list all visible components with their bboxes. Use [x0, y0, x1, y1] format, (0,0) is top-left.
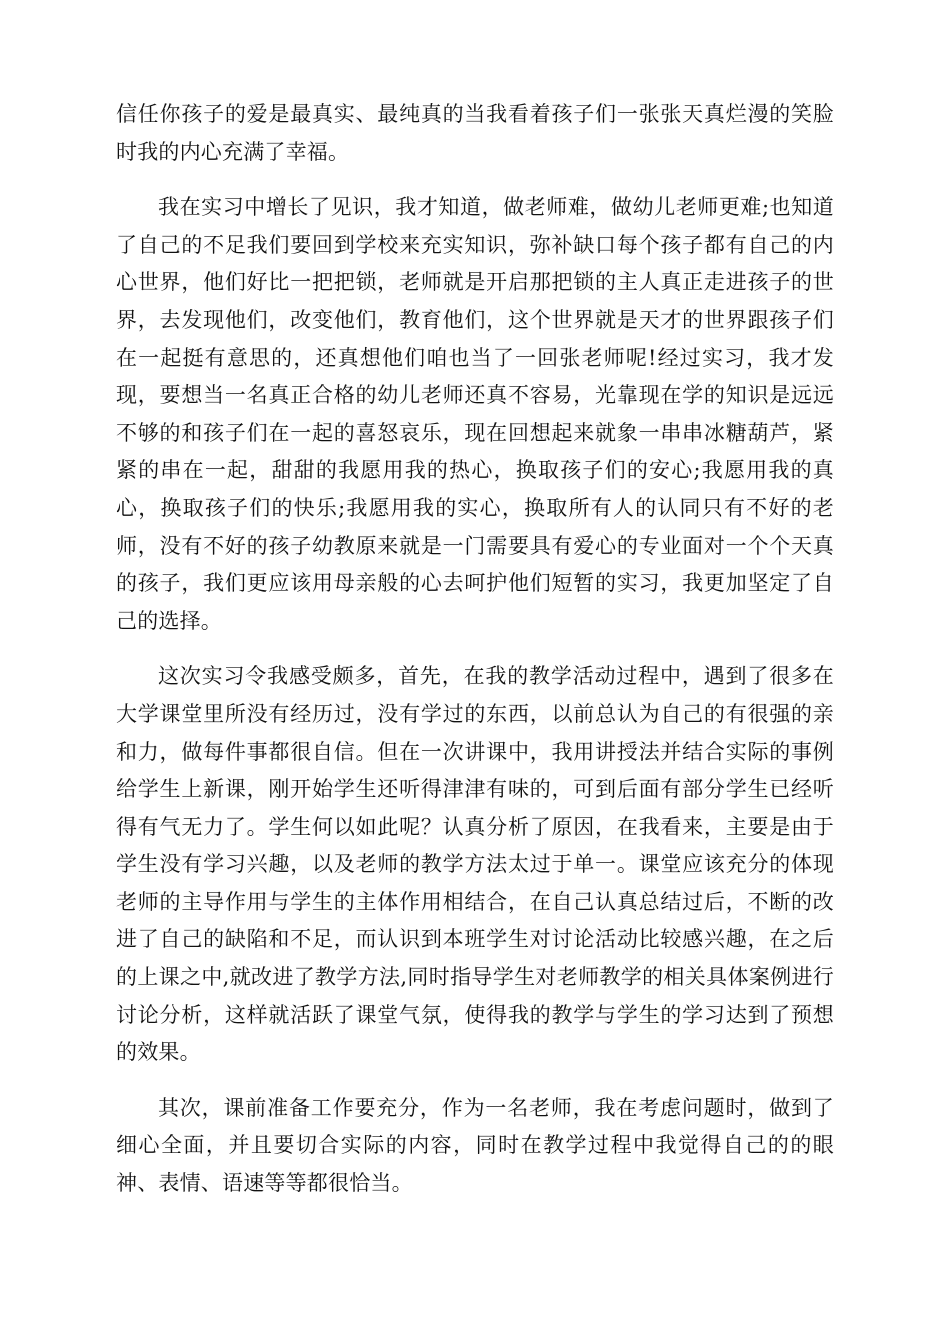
- paragraph-3: 这次实习令我感受颇多，首先，在我的教学活动过程中，遇到了很多在大学课堂里所没有经历过，没有学过的东西，以前总认为自己的有很强的亲和力，做每件事都很自信。但在一次讲课中，我用讲授法并结合实际的事例给学生上新课，刚开始学生还听得津津有味的，可到后面有部分学生已经听得有气无力了。学生何以如此呢？认真分析了原因，在我看来，主要是由于学生没有学习兴趣，以及老师的教学方法太过于单一。课堂应该充分的体现老师的主导作用与学生的主体作用相结合，在自己认真总结过后，不断的改进了自己的缺陷和不足，而认识到本班学生对讨论活动比较感兴趣，在之后的上课之中,就改进了教学方法,同时指导学生对老师教学的相关具体案例进行讨论分析，这样就活跃了课堂气氛，使得我的教学与学生的学习达到了预想的效果。: [116, 664, 834, 1065]
- paragraph-2: 我在实习中增长了见识，我才知道，做老师难，做幼儿老师更难;也知道了自己的不足我们要回到学校来充实知识，弥补缺口每个孩子都有自己的内心世界，他们好比一把把锁，老师就是开启那把锁的主人真正走进孩子的世界，去发现他们，改变他们，教育他们，这个世界就是天才的世界跟孩子们在一起挺有意思的，还真想他们咱也当了一回张老师呢!经过实习，我才发现，要想当一名真正合格的幼儿老师还真不容易，光靠现在学的知识是远远不够的和孩子们在一起的喜怒哀乐，现在回想起来就象一串串冰糖葫芦，紧紧的串在一起，甜甜的我愿用我的热心，换取孩子们的安心;我愿用我的真心，换取孩子们的快乐;我愿用我的实心，换取所有人的认同只有不好的老师，没有不好的孩子幼教原来就是一门需要具有爱心的专业面对一个个天真的孩子，我们更应该用母亲般的心去呵护他们短暂的实习，我更加坚定了自己的选择。: [116, 195, 834, 633]
- document-body: [116, 96, 834, 1221]
- paragraph-4: 其次，课前准备工作要充分，作为一名老师，我在考虑问题时，做到了细心全面，并且要切合实际的内容，同时在教学过程中我觉得自己的的眼神、表情、语速等等都很恰当。: [116, 1095, 834, 1196]
- paragraph-1: 信任你孩子的爱是最真实、最纯真的当我看着孩子们一张张天真烂漫的笑脸时我的内心充满了幸福。: [116, 102, 834, 164]
